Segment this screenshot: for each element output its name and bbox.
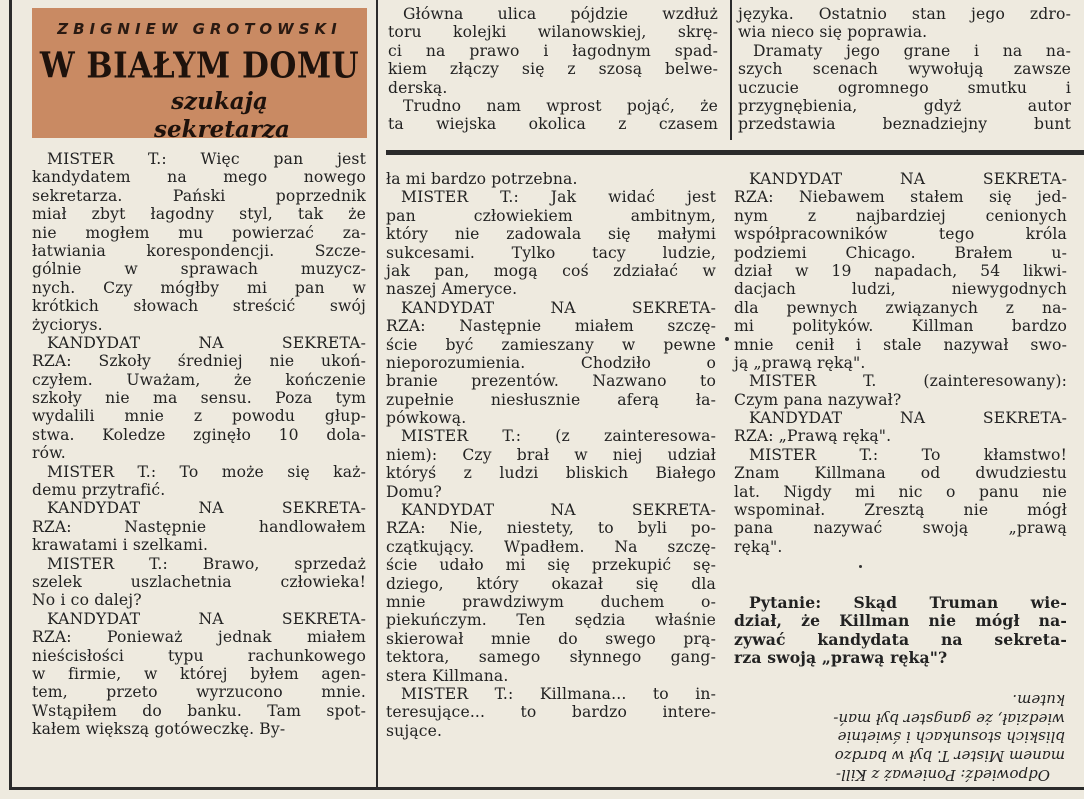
text-line: wydalili mnie z powodu głup-: [32, 407, 366, 426]
text-line: MISTER T.: Więc pan jest: [47, 150, 366, 168]
text-line: który nie zadowala się małymi: [386, 225, 716, 244]
text-line: krótkich słowach streścić swój: [32, 297, 366, 316]
text-line: MISTER T.: To kłamstwo!: [749, 445, 1067, 464]
article-author: ZBIGNIEW GROTOWSKI: [57, 20, 342, 38]
text-line: czątkujący. Wpadłem. Na szczę-: [386, 537, 716, 556]
dialogue-column-2: [386, 170, 716, 740]
text-line: nych. Czy mógłby mi pan w: [32, 278, 366, 297]
top-middle-text: [388, 5, 718, 134]
text-line: jak pan, mogą coś zdziałać w: [386, 261, 716, 280]
text-line: MISTER T.: (z zainteresowa-: [401, 427, 716, 446]
text-line: podziemi Chicago. Brałem u-: [734, 243, 1067, 262]
answer-line: kutem.: [1012, 690, 1065, 709]
question-line: rza swoją „prawą ręką"?: [734, 648, 948, 668]
text-line: KANDYDAT NA SEKRETA-: [401, 298, 716, 317]
text-line: demu przytrafić.: [32, 481, 166, 500]
text-line: lat. Nigdy mi nic o panu nie: [734, 482, 1067, 501]
dialogue-column-1: [32, 150, 366, 739]
text-line: KANDYDAT NA SEKRETA-: [749, 409, 1067, 428]
section-rule: [386, 150, 1084, 155]
text-line: stera Killmana.: [386, 666, 509, 685]
text-line: sekretarza. Pański poprzednik: [32, 186, 366, 205]
text-line: RZA: Ponieważ jednak miałem: [32, 628, 366, 647]
text-line: nieścisłości typu rachunkowego: [32, 646, 366, 665]
text-line: KANDYDAT NA SEKRETA-: [47, 499, 366, 518]
text-line: wspominał. Zresztą nie mógł: [734, 501, 1067, 520]
quiz-answer-upside-down: [740, 690, 1065, 784]
quiz-question: [734, 594, 1067, 668]
text-line: zupełnie niesłusznie aferą ła-: [386, 390, 716, 409]
text-line: nieporozumienia. Chodziło o: [386, 353, 716, 372]
text-line: stwa. Koledze zginęło 10 dola-: [32, 425, 366, 444]
text-line: miał zbyt łagodny styl, tak że: [32, 205, 366, 224]
answer-line: bliskich stosunkach i świetnie: [837, 728, 1065, 747]
text-line: naszej Ameryce.: [386, 280, 518, 299]
text-line: czyłem. Uważam, że kończenie: [32, 370, 366, 389]
text-line: RZA: Niebawem stałem się jed-: [734, 188, 1067, 207]
text-line: Dramaty jego grane i na na-: [753, 41, 1071, 60]
article-title: W BIAŁYM DOMU: [39, 45, 360, 87]
text-line: pówkową.: [386, 409, 467, 428]
text-line: krawatami i szelkami.: [32, 536, 209, 555]
text-line: RZA: Następnie handlowałem: [32, 517, 366, 536]
text-line: MISTER T.: Jak widać jest: [401, 188, 716, 207]
text-line: któryś z ludzi bliskich Białego: [386, 464, 716, 483]
text-line: dla pewnych związanych z na-: [734, 298, 1067, 317]
question-line: dział, że Killman nie mógł na-: [734, 611, 1067, 631]
text-line: RZA: Nie, niestety, to byli po-: [386, 519, 716, 538]
text-line: toru kolejki wilanowskiej, skrę-: [388, 23, 718, 42]
text-line: szkoły nie ma sensu. Poza tym: [32, 389, 366, 408]
text-line: ście być zamieszany w pewne: [386, 335, 716, 354]
answer-line: Odpowiedź: Ponieważ z Kill-: [835, 765, 1050, 784]
left-border: [9, 0, 12, 790]
dialogue-column-3: [734, 170, 1067, 556]
text-line: teresujące... to bardzo intere-: [386, 703, 716, 722]
text-line: tektora, samego słynnego gang-: [386, 648, 716, 667]
text-line: ta wiejska okolica z czasem: [388, 115, 718, 134]
text-line: MISTER T.: To może się każ-: [47, 462, 366, 481]
text-line: pana nazywać swoją „prawą: [734, 519, 1067, 538]
bottom-border: [9, 787, 1084, 790]
question-line: zywać kandydata na sekreta-: [734, 629, 1067, 649]
text-line: życiorys.: [32, 315, 103, 334]
decorative-dot: [725, 337, 729, 341]
text-line: Czym pana nazywał?: [734, 390, 902, 409]
text-line: mnie cenił i stale nazywał swo-: [734, 335, 1067, 354]
text-line: ście udało mi się przekupić sę-: [386, 556, 716, 575]
text-line: w firmie, w której byłem agen-: [32, 664, 366, 683]
text-line: gólnie w sprawach muzycz-: [32, 260, 366, 279]
text-line: dział w 19 napadach, 54 likwi-: [734, 261, 1067, 280]
text-line: branie prezentów. Nazwano to: [386, 372, 716, 391]
text-line: sujące.: [386, 721, 443, 740]
text-line: RZA: Następnie miałem szczę-: [386, 317, 716, 336]
text-line: nym z najbardziej cenionych: [734, 206, 1067, 225]
text-line: kiem złączy się z szosą belwe-: [388, 60, 718, 79]
column-divider-1: [376, 0, 378, 787]
text-line: Trudno nam wprost pojąć, że: [403, 96, 718, 115]
text-line: tem, przeto wyrzucono mnie.: [32, 683, 366, 702]
text-line: ci na prawo i łagodnym spad-: [388, 41, 718, 60]
text-line: rów.: [32, 444, 66, 463]
text-line: przedstawia beznadziejny bunt: [738, 115, 1071, 134]
text-line: Wstąpiłem do banku. Tam spot-: [32, 701, 366, 720]
text-line: KANDYDAT NA SEKRETA-: [47, 333, 366, 352]
text-line: mnie prawdziwym duchem o-: [386, 592, 716, 611]
text-line: uczucie ogromnego smutku i: [738, 78, 1071, 97]
text-line: RZA: Szkoły średniej nie ukoń-: [32, 352, 366, 371]
text-line: KANDYDAT NA SEKRETA-: [749, 170, 1067, 188]
text-line: pan człowiekiem ambitnym,: [386, 206, 716, 225]
text-line: Główna ulica pójdzie wzdłuż: [403, 5, 718, 23]
text-line: ręką".: [734, 537, 783, 556]
text-line: piekuńczym. Ten sędzia właśnie: [386, 611, 716, 630]
answer-line: manem Mister T. był w bardzo: [834, 747, 1065, 766]
text-line: kałem większą gotóweczkę. By-: [32, 720, 286, 739]
text-line: łatwiania korespondencji. Szcze-: [32, 241, 366, 260]
article-subtitle-line-2: sekretarza: [154, 116, 290, 143]
text-line: KANDYDAT NA SEKRETA-: [401, 501, 716, 520]
text-line: dacjach ludzi, niewygodnych: [734, 280, 1067, 299]
text-line: wia nieco się poprawia.: [738, 23, 928, 42]
text-line: ją „prawą ręką".: [734, 353, 866, 372]
top-right-text: [738, 5, 1071, 134]
text-line: szelek uszlachetnia człowieka!: [32, 572, 366, 591]
text-line: KANDYDAT NA SEKRETA-: [47, 609, 366, 628]
decorative-dot: [859, 565, 862, 568]
article-headline-box: [32, 8, 367, 143]
column-divider-2: [730, 0, 732, 140]
text-line: kandydatem na mego nowego: [32, 168, 366, 187]
text-line: nie mogłem mu powierzać za-: [32, 223, 366, 242]
text-line: dziego, który okazał się dla: [386, 574, 716, 593]
text-line: ła mi bardzo potrzebna.: [386, 170, 578, 188]
text-line: przygnębienia, gdyż autor: [738, 96, 1071, 115]
text-line: mi polityków. Killman bardzo: [734, 317, 1067, 336]
text-line: współpracowników tego króla: [734, 225, 1067, 244]
text-line: Domu?: [386, 482, 442, 501]
text-line: MISTER T. (zainteresowany):: [749, 372, 1067, 391]
text-line: niem): Czy brał w niej udział: [386, 445, 716, 464]
question-line: Pytanie: Skąd Truman wie-: [749, 593, 1067, 612]
text-line: sukcesami. Tylko tacy ludzie,: [386, 243, 716, 262]
text-line: RZA: „Prawą ręką".: [734, 427, 892, 446]
text-line: No i co dalej?: [32, 591, 142, 610]
text-line: szych scenach wywołują zawsze: [738, 60, 1071, 79]
text-line: języka. Ostatnio stan jego zdro-: [738, 5, 1071, 23]
article-subtitle-line-1: szukają: [171, 88, 268, 115]
text-line: derską.: [388, 78, 448, 97]
text-line: Znam Killmana od dwudziestu: [734, 464, 1067, 483]
answer-line: wiedział, że gangster był mań-: [833, 709, 1065, 728]
text-line: MISTER T.: Killmana... to in-: [401, 684, 716, 703]
text-line: MISTER T.: Brawo, sprzedaż: [47, 554, 366, 573]
text-line: skierował mnie do swego prą-: [386, 629, 716, 648]
